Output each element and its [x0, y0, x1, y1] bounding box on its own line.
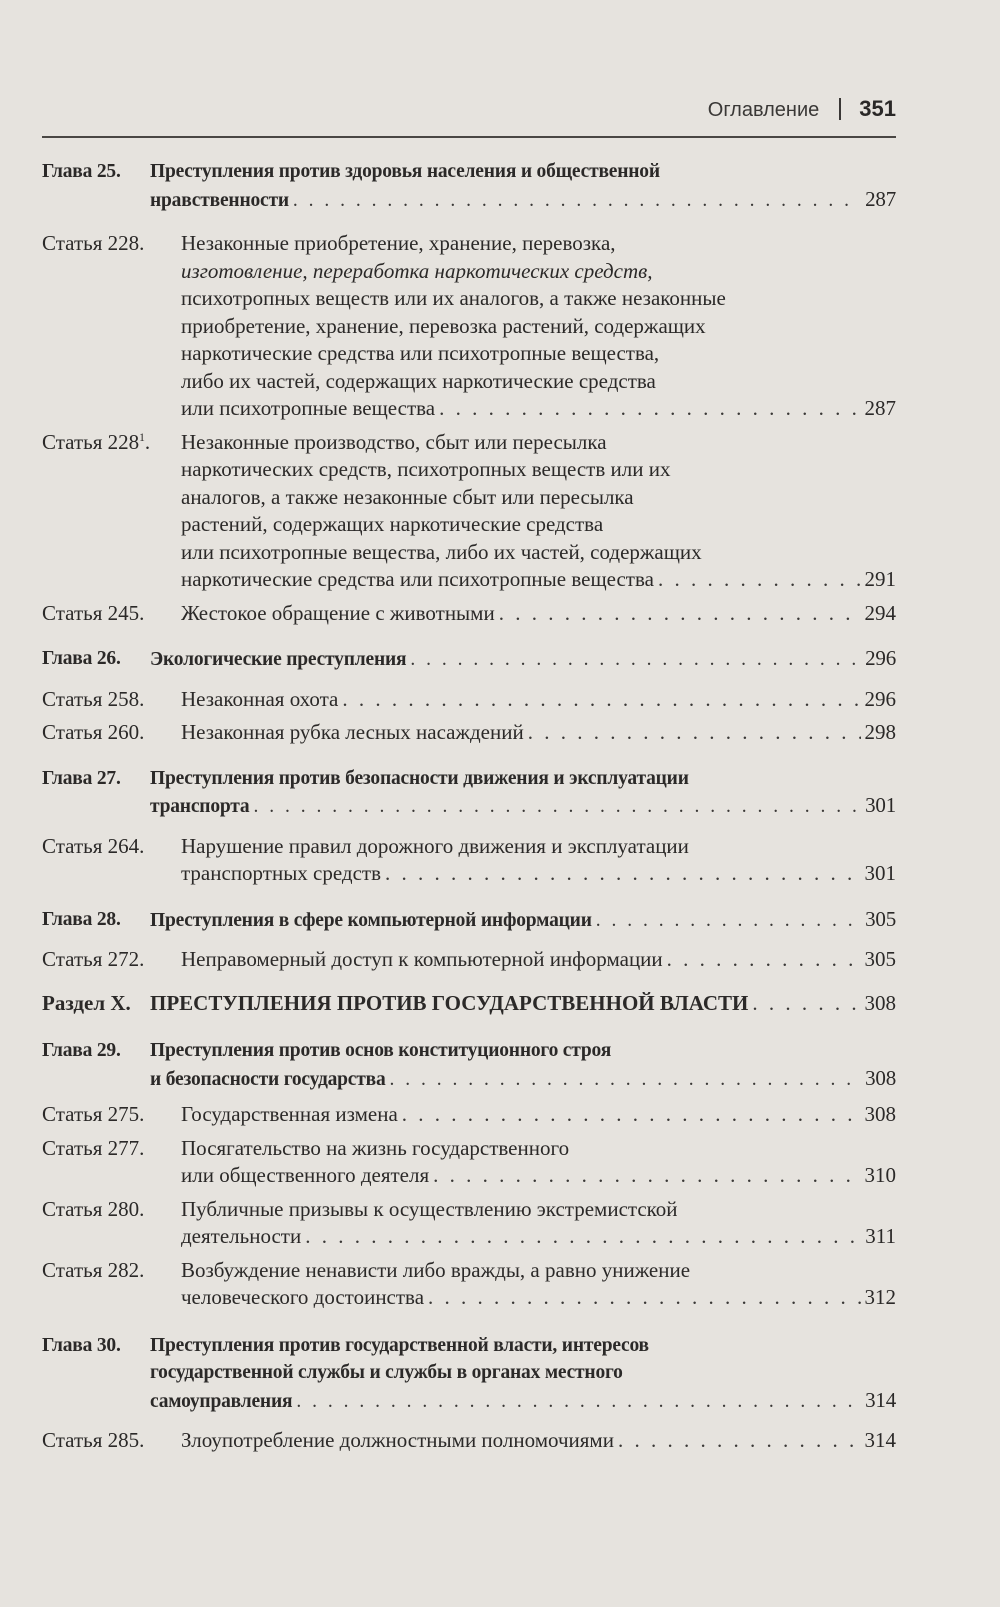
entry-title-line: Преступления в сфере компьютерной информации [150, 909, 592, 931]
page-ref: 305 [865, 906, 896, 931]
page-ref: 294 [864, 600, 896, 625]
article-label: Статья 258. [42, 686, 145, 711]
entry-title-line: Неправомерный доступ к компьютерной информации [181, 947, 663, 971]
article-label: Статья 285. [42, 1428, 145, 1452]
page-ref: 311 [865, 1224, 896, 1248]
article-label: Статья 245. [42, 600, 145, 625]
entry-title-line: либо их частей, содержащих наркотические средства [181, 368, 656, 393]
entry-title-line: Нарушение правил дорожного движения и эксплуатации [181, 833, 689, 858]
page-ref: 287 [864, 396, 896, 420]
page-ref: 305 [864, 947, 896, 971]
article-entry [42, 429, 896, 594]
dot-leader [296, 1388, 861, 1416]
dot-leader [390, 1066, 862, 1094]
header-separator [839, 98, 841, 120]
entry-title-line: Незаконные приобретение, хранение, перевозка, [181, 231, 616, 255]
article-entry [42, 1135, 896, 1190]
article-entry [42, 600, 896, 628]
chapter-label: Глава 25. [42, 161, 121, 182]
entry-title-line: или психотропные вещества, либо их частей, содержащих [181, 539, 702, 564]
article-label: Статья 282. [42, 1257, 145, 1282]
entry-title-line: человеческого достоинства [181, 1285, 425, 1309]
dot-leader [428, 1284, 860, 1312]
entry-title-line: Преступления против здоровья населения и общественной [150, 161, 660, 182]
entry-title-line: Преступления против безопасности движения и эксплуатации [150, 767, 689, 789]
dot-leader [253, 793, 861, 821]
dot-leader [618, 1427, 861, 1455]
chapter-entry [42, 1037, 896, 1093]
article-label: Статья 272. [42, 947, 145, 971]
chapter-label: Глава 27. [42, 767, 121, 789]
dot-leader [293, 187, 861, 215]
entry-title-line: Преступления против государственной власти, интересов [150, 1334, 649, 1356]
article-label: Статья 260. [42, 720, 145, 744]
page-number: 351 [859, 96, 896, 121]
chapter-label: Глава 30. [42, 1334, 121, 1356]
chapter-entry [42, 906, 896, 935]
entry-title-line: Жестокое обращение с животными [181, 600, 495, 625]
entry-title-line: наркотических средств, психотропных веществ или их [181, 457, 671, 481]
chapter-entry [42, 645, 896, 674]
page-ref: 314 [864, 1428, 896, 1452]
entry-title-line: аналогов, а также незаконные сбыт или пересылка [181, 484, 634, 509]
entry-title-line: ПРЕСТУПЛЕНИЯ ПРОТИВ ГОСУДАРСТВЕННОЙ ВЛАСТИ [150, 990, 749, 1015]
article-entry [42, 230, 896, 423]
entry-title-line: государственной службы и службы в органах местного [150, 1362, 623, 1383]
dot-leader [596, 907, 861, 935]
entry-title-line: Незаконная рубка лесных насаждений [181, 720, 524, 744]
entry-title-line: Преступления против основ конституционного строя [150, 1040, 612, 1061]
entry-title-line: Незаконные производство, сбыт или пересылка [181, 429, 607, 454]
dot-leader [305, 1223, 861, 1251]
chapter-entry [42, 158, 896, 214]
chapter-entry [42, 1332, 896, 1416]
entry-title-line: деятельности [181, 1224, 302, 1248]
article-label: Статья 277. [42, 1135, 145, 1160]
page-ref: 312 [864, 1285, 896, 1309]
dot-leader [667, 946, 861, 974]
entry-title-line: приобретение, хранение, перевозка растений, содержащих [181, 313, 706, 338]
chapter-entry [42, 765, 896, 821]
dot-leader [342, 686, 860, 714]
page-ref: 296 [865, 646, 896, 670]
entry-title-line: наркотические средства или психотропные вещества, [181, 341, 660, 365]
header-title: Оглавление [707, 99, 820, 121]
entry-title-line: или психотропные вещества [181, 396, 436, 420]
entry-title-line: Экологические преступления [150, 649, 407, 670]
table-of-contents [42, 158, 896, 1455]
page-ref: 296 [864, 686, 896, 711]
dot-leader [752, 990, 860, 1018]
article-label: Статья $228^1$. [42, 429, 151, 454]
running-header [42, 96, 896, 122]
entry-title-line: транспорта [150, 796, 250, 817]
entry-title-line: Государственная измена [181, 1102, 398, 1126]
entry-title-line: изготовление, переработка наркотических средств, [181, 258, 653, 283]
article-entry [42, 686, 896, 714]
dot-leader [385, 860, 860, 888]
entry-title-line: растений, содержащих наркотические средства [181, 512, 604, 536]
chapter-label: Глава 29. [42, 1040, 121, 1061]
article-label: Статья 264. [42, 833, 145, 858]
dot-leader [658, 566, 861, 594]
chapter-label: Глава 26. [42, 648, 121, 669]
entry-title-line: Публичные призывы к осуществлению экстремистской [181, 1196, 678, 1221]
page-ref: 287 [865, 186, 896, 211]
entry-title-line: Посягательство на жизнь государственного [181, 1135, 570, 1160]
article-label: Статья 280. [42, 1196, 145, 1221]
entry-title-line: наркотические средства или психотропные вещества [181, 567, 654, 591]
article-label: Статья 228. [42, 231, 145, 255]
page-ref: 301 [865, 793, 896, 817]
article-entry [42, 946, 896, 974]
article-entry [42, 1427, 896, 1455]
entry-title-line: самоуправления [150, 1390, 293, 1412]
dot-leader [410, 646, 861, 674]
dot-leader [433, 1162, 860, 1190]
entry-title-line: психотропных веществ или их аналогов, а также незаконные [181, 286, 726, 310]
entry-title-line: транспортных средств [181, 861, 382, 885]
article-entry [42, 1101, 896, 1129]
entry-title-line: и безопасности государства [150, 1068, 386, 1090]
article-entry [42, 719, 896, 747]
dot-leader [439, 395, 860, 423]
page-ref: 298 [864, 720, 896, 744]
page-ref: 314 [865, 1387, 896, 1412]
dot-leader [499, 600, 861, 628]
entry-title-line: Незаконная охота [181, 686, 339, 711]
dot-leader [402, 1101, 861, 1129]
chapter-label: Глава 28. [42, 908, 121, 930]
page-ref: 291 [864, 567, 896, 591]
dot-leader [528, 719, 861, 747]
article-entry [42, 1257, 896, 1312]
article-entry [42, 1196, 896, 1251]
superscript-index: 1 [139, 431, 145, 444]
section-label: Раздел X. [42, 990, 131, 1015]
page-ref: 308 [865, 1065, 896, 1090]
page-ref: 301 [864, 861, 896, 885]
article-label: Статья 275. [42, 1102, 145, 1126]
header-rule [42, 136, 896, 138]
entry-title-line: Возбуждение ненависти либо вражды, а равно унижение [181, 1257, 691, 1282]
entry-title-line: нравственности [150, 189, 289, 211]
entry-title-line: или общественного деятеля [181, 1163, 430, 1187]
page-ref: 308 [864, 1102, 896, 1126]
section-entry [42, 990, 896, 1018]
entry-title-line: Злоупотребление должностными полномочиями [181, 1428, 614, 1452]
article-entry [42, 833, 896, 888]
page-ref: 310 [864, 1163, 896, 1187]
page-ref: 308 [864, 990, 896, 1015]
